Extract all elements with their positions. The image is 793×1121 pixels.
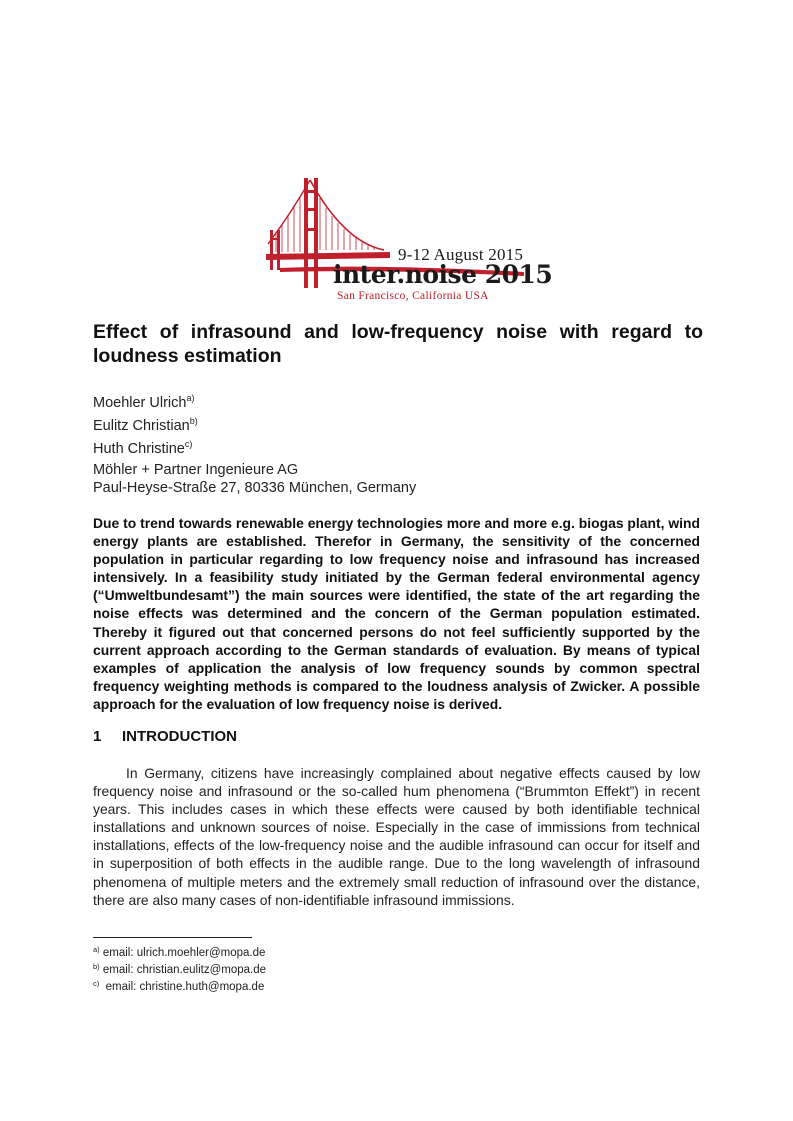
conference-logo	[262, 172, 553, 307]
affiliation-org: Möhler + Partner Ingenieure AG	[93, 462, 299, 478]
section-heading	[93, 728, 237, 745]
conference-date: 9-12 August 2015	[398, 245, 524, 264]
section-title: INTRODUCTION	[122, 728, 237, 745]
abstract: Due to trend towards renewable energy technologies more and more e.g. biogas plant, wind energy plants are established. Therefor in Germany, the sensitivity of the concerned population in particular regarding to low frequency noise and infrasound has increased intensively. In a feasibility study initiated by the German federal environmental agency (“Umweltbundesamt”) the main sources were identified, the state of the art regarding the noise effects was determined and the concern of the German population estimated. Thereby it figured out that concerned persons do not feel sufficiently supported by the current approach according to the German standards of evaluation. By means of typical examples of application the analysis of low frequency sounds by common spectral frequency weighting methods is compared to the loudness analysis of Zwicker. A possible approach for the evaluation of low frequency noise is derived.	[93, 515, 700, 712]
body-paragraph: In Germany, citizens have increasingly complained about negative effects caused by low frequency noise and infrasound or the so-called hum phenomena (“Brummton Effekt”) in recent years. This includes cases in which these effects were caused by both identifiable technical installations and unknown sources of noise. Especially in the case of immissions from technical installations, effects of the low-frequency noise and the audible infrasound can occur for itself and in superposition of both effects in the audible range. Due to the long wavelength of infrasound phenomena of multiple meters and the extremely small reduction of infrasound over the distance, there are also many cases of non-identifiable infrasound immissions.	[93, 765, 700, 908]
footnote-item: $^{b)}$ email: christian.eulitz@mopa.de	[93, 962, 267, 976]
conference-name: inter.noise 2015	[333, 260, 553, 289]
author-item: Eulitz Christian$^{b)}$	[93, 416, 198, 434]
footnote-item: $^{a)}$ email: ulrich.moehler@mopa.de	[93, 945, 266, 959]
affiliation-address: Paul-Heyse-Straße 27, 80336 München, Germany	[93, 480, 417, 496]
section-number: 1	[93, 728, 102, 745]
conference-location: San Francisco, California USA	[337, 290, 489, 302]
footnotes	[93, 943, 266, 994]
affiliation	[93, 461, 416, 497]
paper-title: Effect of infrasound and low-frequency noise with regard to loudness estimation	[93, 321, 703, 367]
author-list	[93, 389, 198, 458]
author-item: Huth Christine$^{c)}$	[93, 439, 193, 457]
author-item: Moehler Ulrich$^{a)}$	[93, 393, 195, 411]
footnote-divider	[93, 937, 252, 938]
footnote-item: $^{c)}$ email: christine.huth@mopa.de	[93, 979, 265, 993]
